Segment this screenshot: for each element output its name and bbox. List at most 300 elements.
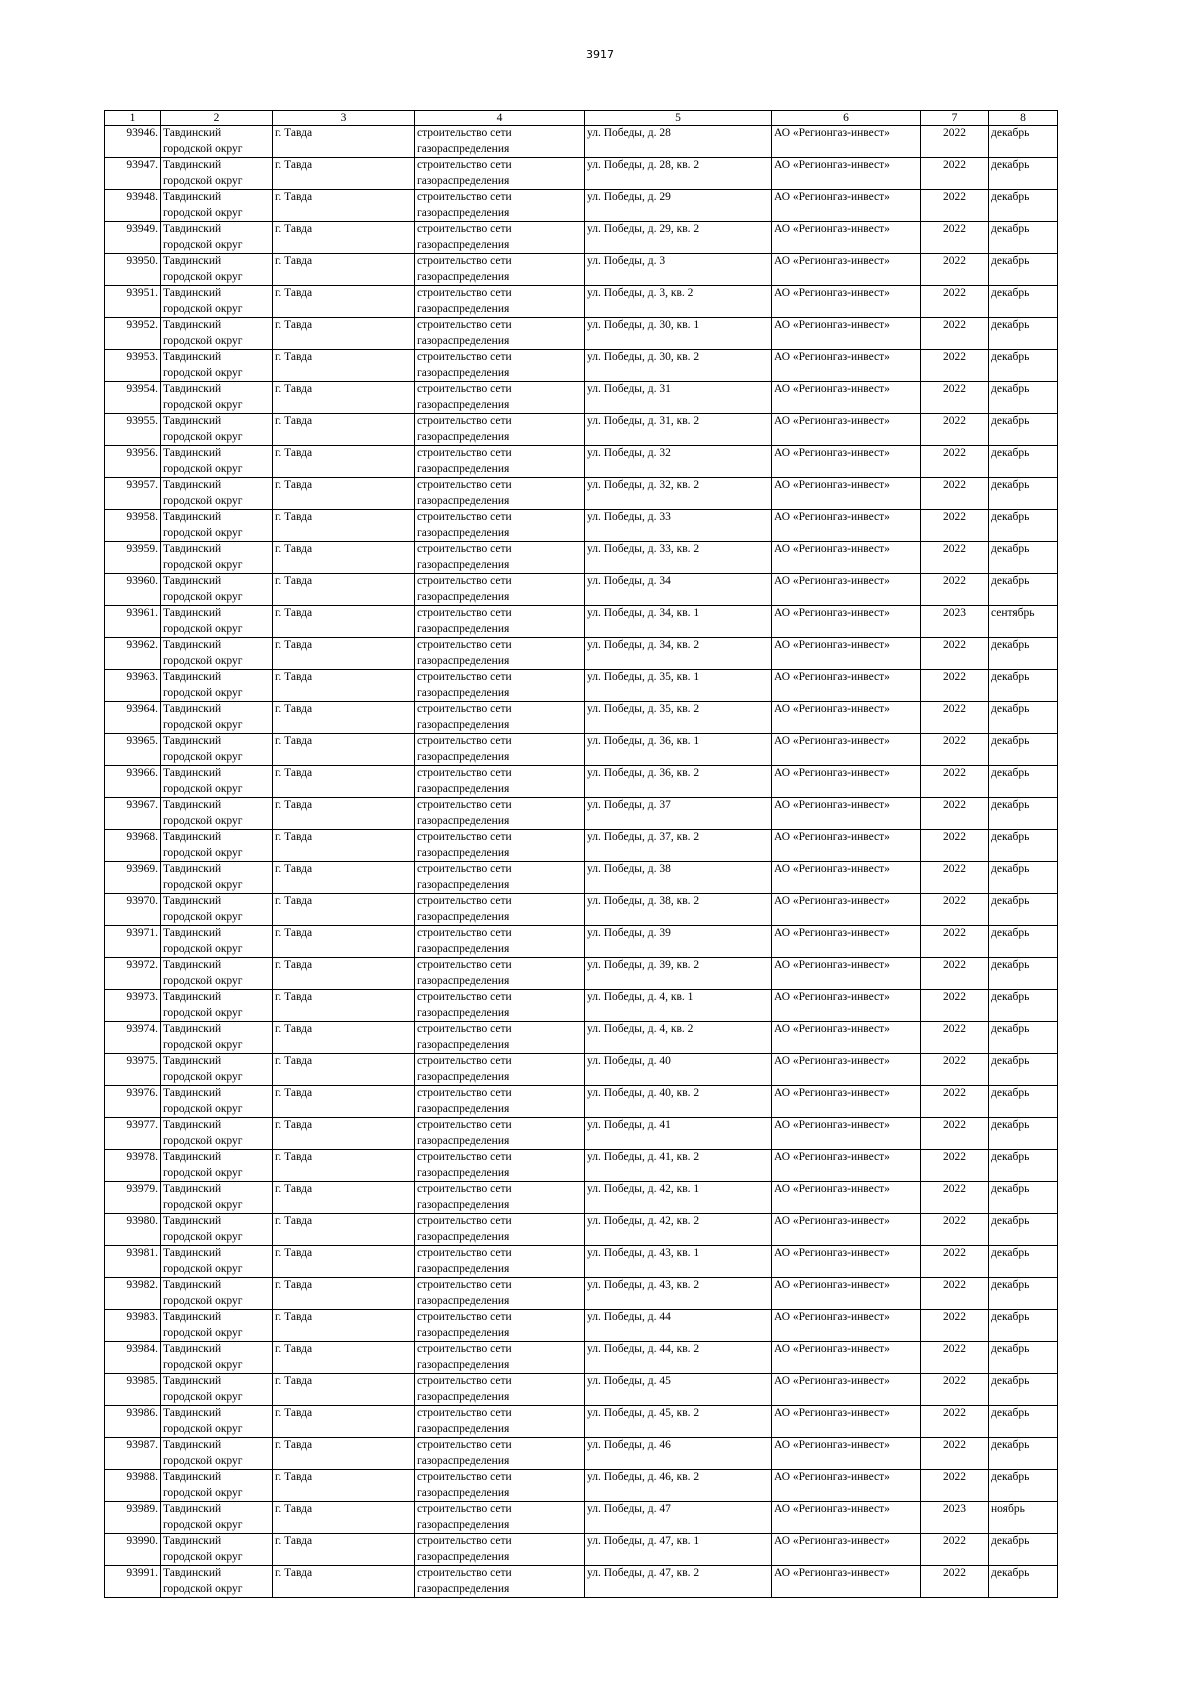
year-cell: 2022 [921,158,989,190]
row-number-cell: 93976. [105,1086,161,1118]
district-cell [161,414,273,446]
work-type-cell-line: газораспределения [417,1102,510,1115]
row-number-cell: 93960. [105,574,161,606]
city-cell: г. Тавда [273,350,415,382]
district-cell-line: Тавдинский [163,991,222,1003]
district-cell-line: Тавдинский [163,511,222,523]
row-number-cell: 93948. [105,190,161,222]
district-cell [161,222,273,254]
table-row [105,254,1058,286]
organization-cell: АО «Регионгаз-инвест» [772,446,921,478]
row-number-cell: 93962. [105,638,161,670]
row-number-cell: 93975. [105,1054,161,1086]
city-cell: г. Тавда [273,862,415,894]
work-type-cell [415,1310,585,1342]
table-row [105,126,1058,158]
district-cell-line: Тавдинский [163,415,222,427]
table-row [105,862,1058,894]
year-cell: 2022 [921,222,989,254]
year-cell: 2022 [921,1214,989,1246]
work-type-cell-line: строительство сети [417,735,512,747]
address-cell: ул. Победы, д. 28, кв. 2 [585,158,772,190]
table-row [105,958,1058,990]
organization-cell: АО «Регионгаз-инвест» [772,254,921,286]
month-cell: декабрь [989,286,1058,318]
work-type-cell-line: строительство сети [417,831,512,843]
district-cell [161,126,273,158]
district-cell-line: городской округ [163,910,243,923]
district-cell [161,542,273,574]
year-cell: 2022 [921,414,989,446]
city-cell: г. Тавда [273,254,415,286]
row-number-cell: 93987. [105,1438,161,1470]
district-cell-line: Тавдинский [163,159,222,171]
month-cell: декабрь [989,318,1058,350]
district-cell [161,606,273,638]
year-cell: 2022 [921,766,989,798]
district-cell-line: городской округ [163,1294,243,1307]
district-cell [161,1182,273,1214]
work-type-cell-line: строительство сети [417,383,512,395]
district-cell-line: городской округ [163,1422,243,1435]
work-type-cell-line: газораспределения [417,814,510,827]
address-cell: ул. Победы, д. 33, кв. 2 [585,542,772,574]
district-cell-line: Тавдинский [163,1343,222,1355]
district-cell [161,286,273,318]
district-cell-line: городской округ [163,430,243,443]
organization-cell: АО «Регионгаз-инвест» [772,670,921,702]
registry-table [104,110,1058,1598]
work-type-cell [415,1150,585,1182]
year-cell: 2022 [921,798,989,830]
city-cell: г. Тавда [273,1374,415,1406]
month-cell: декабрь [989,1406,1058,1438]
district-cell-line: городской округ [163,270,243,283]
table-row [105,1342,1058,1374]
work-type-cell-line: газораспределения [417,654,510,667]
address-cell: ул. Победы, д. 3, кв. 2 [585,286,772,318]
city-cell: г. Тавда [273,510,415,542]
city-cell: г. Тавда [273,798,415,830]
district-cell-line: Тавдинский [163,927,222,939]
organization-cell: АО «Регионгаз-инвест» [772,1534,921,1566]
month-cell: декабрь [989,1214,1058,1246]
district-cell-line: городской округ [163,174,243,187]
work-type-cell-line: газораспределения [417,1006,510,1019]
row-number-cell: 93970. [105,894,161,926]
year-cell: 2022 [921,734,989,766]
address-cell: ул. Победы, д. 45, кв. 2 [585,1406,772,1438]
table-row [105,702,1058,734]
work-type-cell-line: строительство сети [417,1407,512,1419]
organization-cell: АО «Регионгаз-инвест» [772,734,921,766]
city-cell: г. Тавда [273,1214,415,1246]
work-type-cell-line: газораспределения [417,494,510,507]
city-cell: г. Тавда [273,1502,415,1534]
month-cell: декабрь [989,926,1058,958]
work-type-cell-line: газораспределения [417,878,510,891]
organization-cell: АО «Регионгаз-инвест» [772,990,921,1022]
district-cell-line: Тавдинский [163,1503,222,1515]
year-cell: 2022 [921,190,989,222]
district-cell-line: городской округ [163,1102,243,1115]
address-cell: ул. Победы, д. 32, кв. 2 [585,478,772,510]
district-cell [161,1342,273,1374]
month-cell: ноябрь [989,1502,1058,1534]
organization-cell: АО «Регионгаз-инвест» [772,1054,921,1086]
district-cell-line: Тавдинский [163,1535,222,1547]
year-cell: 2022 [921,1118,989,1150]
work-type-cell-line: строительство сети [417,127,512,139]
work-type-cell [415,542,585,574]
district-cell [161,1406,273,1438]
work-type-cell-line: газораспределения [417,910,510,923]
district-cell-line: городской округ [163,750,243,763]
district-cell [161,1470,273,1502]
address-cell: ул. Победы, д. 29 [585,190,772,222]
work-type-cell-line: строительство сети [417,799,512,811]
address-cell: ул. Победы, д. 46 [585,1438,772,1470]
district-cell-line: городской округ [163,782,243,795]
table-row [105,1022,1058,1054]
work-type-cell [415,286,585,318]
address-cell: ул. Победы, д. 37, кв. 2 [585,830,772,862]
column-header: 5 [585,111,772,126]
address-cell: ул. Победы, д. 36, кв. 1 [585,734,772,766]
district-cell-line: Тавдинский [163,1407,222,1419]
month-cell: декабрь [989,158,1058,190]
city-cell: г. Тавда [273,414,415,446]
month-cell: декабрь [989,222,1058,254]
address-cell: ул. Победы, д. 47 [585,1502,772,1534]
city-cell: г. Тавда [273,638,415,670]
district-cell-line: городской округ [163,1230,243,1243]
address-cell: ул. Победы, д. 46, кв. 2 [585,1470,772,1502]
work-type-cell-line: строительство сети [417,351,512,363]
year-cell: 2022 [921,510,989,542]
work-type-cell [415,894,585,926]
city-cell: г. Тавда [273,126,415,158]
year-cell: 2022 [921,862,989,894]
month-cell: декабрь [989,574,1058,606]
address-cell: ул. Победы, д. 43, кв. 1 [585,1246,772,1278]
district-cell-line: Тавдинский [163,287,222,299]
address-cell: ул. Победы, д. 34 [585,574,772,606]
organization-cell: АО «Регионгаз-инвест» [772,1150,921,1182]
work-type-cell-line: строительство сети [417,895,512,907]
year-cell: 2022 [921,1086,989,1118]
row-number-cell: 93954. [105,382,161,414]
work-type-cell [415,414,585,446]
organization-cell: АО «Регионгаз-инвест» [772,158,921,190]
row-number-cell: 93981. [105,1246,161,1278]
work-type-cell-line: строительство сети [417,255,512,267]
address-cell: ул. Победы, д. 39, кв. 2 [585,958,772,990]
organization-cell: АО «Регионгаз-инвест» [772,1022,921,1054]
table-row [105,414,1058,446]
table-body [105,126,1058,1598]
row-number-cell: 93967. [105,798,161,830]
district-cell-line: Тавдинский [163,1311,222,1323]
address-cell: ул. Победы, д. 32 [585,446,772,478]
work-type-cell-line: строительство сети [417,959,512,971]
year-cell: 2022 [921,958,989,990]
organization-cell: АО «Регионгаз-инвест» [772,894,921,926]
work-type-cell [415,926,585,958]
work-type-cell-line: строительство сети [417,639,512,651]
work-type-cell [415,1118,585,1150]
district-cell [161,702,273,734]
district-cell-line: городской округ [163,462,243,475]
city-cell: г. Тавда [273,1470,415,1502]
organization-cell: АО «Регионгаз-инвест» [772,1342,921,1374]
address-cell: ул. Победы, д. 40 [585,1054,772,1086]
district-cell-line: Тавдинский [163,863,222,875]
work-type-cell-line: газораспределения [417,1230,510,1243]
work-type-cell [415,606,585,638]
year-cell: 2022 [921,254,989,286]
city-cell: г. Тавда [273,286,415,318]
organization-cell: АО «Регионгаз-инвест» [772,1246,921,1278]
city-cell: г. Тавда [273,926,415,958]
month-cell: декабрь [989,1470,1058,1502]
district-cell-line: Тавдинский [163,1471,222,1483]
district-cell [161,734,273,766]
table-row [105,766,1058,798]
address-cell: ул. Победы, д. 47, кв. 2 [585,1566,772,1598]
address-cell: ул. Победы, д. 3 [585,254,772,286]
city-cell: г. Тавда [273,542,415,574]
year-cell: 2022 [921,1022,989,1054]
table-row [105,1310,1058,1342]
month-cell: декабрь [989,862,1058,894]
table-row [105,1502,1058,1534]
work-type-cell-line: газораспределения [417,1198,510,1211]
month-cell: декабрь [989,382,1058,414]
column-header: 3 [273,111,415,126]
month-cell: декабрь [989,894,1058,926]
row-number-cell: 93949. [105,222,161,254]
row-number-cell: 93985. [105,1374,161,1406]
year-cell: 2022 [921,318,989,350]
work-type-cell-line: газораспределения [417,558,510,571]
address-cell: ул. Победы, д. 34, кв. 1 [585,606,772,638]
table-row [105,1054,1058,1086]
district-cell-line: городской округ [163,398,243,411]
year-cell: 2022 [921,894,989,926]
district-cell [161,478,273,510]
column-header: 7 [921,111,989,126]
organization-cell: АО «Регионгаз-инвест» [772,510,921,542]
row-number-cell: 93963. [105,670,161,702]
organization-cell: АО «Регионгаз-инвест» [772,190,921,222]
year-cell: 2022 [921,350,989,382]
work-type-cell [415,318,585,350]
work-type-cell-line: газораспределения [417,1582,510,1595]
year-cell: 2023 [921,1502,989,1534]
table-row [105,222,1058,254]
organization-cell: АО «Регионгаз-инвест» [772,1214,921,1246]
row-number-cell: 93986. [105,1406,161,1438]
address-cell: ул. Победы, д. 35, кв. 1 [585,670,772,702]
table-row [105,446,1058,478]
district-cell-line: городской округ [163,974,243,987]
work-type-cell-line: строительство сети [417,1119,512,1131]
city-cell: г. Тавда [273,190,415,222]
table-row [105,1278,1058,1310]
table-row [105,382,1058,414]
month-cell: декабрь [989,1182,1058,1214]
month-cell: декабрь [989,702,1058,734]
organization-cell: АО «Регионгаз-инвест» [772,606,921,638]
month-cell: декабрь [989,478,1058,510]
district-cell-line: Тавдинский [163,1119,222,1131]
district-cell [161,190,273,222]
month-cell: декабрь [989,958,1058,990]
month-cell: декабрь [989,638,1058,670]
year-cell: 2022 [921,670,989,702]
district-cell-line: Тавдинский [163,895,222,907]
row-number-cell: 93957. [105,478,161,510]
work-type-cell [415,830,585,862]
district-cell-line: городской округ [163,1518,243,1531]
work-type-cell-line: газораспределения [417,270,510,283]
month-cell: декабрь [989,1534,1058,1566]
month-cell: декабрь [989,1054,1058,1086]
month-cell: декабрь [989,1246,1058,1278]
organization-cell: АО «Регионгаз-инвест» [772,1374,921,1406]
work-type-cell [415,478,585,510]
year-cell: 2022 [921,126,989,158]
row-number-cell: 93988. [105,1470,161,1502]
table-row [105,478,1058,510]
table-row [105,286,1058,318]
work-type-cell [415,510,585,542]
work-type-cell-line: строительство сети [417,479,512,491]
work-type-cell [415,702,585,734]
address-cell: ул. Победы, д. 47, кв. 1 [585,1534,772,1566]
work-type-cell-line: газораспределения [417,622,510,635]
work-type-cell-line: строительство сети [417,415,512,427]
row-number-cell: 93991. [105,1566,161,1598]
district-cell-line: городской округ [163,334,243,347]
district-cell-line: городской округ [163,814,243,827]
address-cell: ул. Победы, д. 45 [585,1374,772,1406]
organization-cell: АО «Регионгаз-инвест» [772,126,921,158]
work-type-cell-line: строительство сети [417,319,512,331]
table-row [105,670,1058,702]
year-cell: 2022 [921,926,989,958]
city-cell: г. Тавда [273,1438,415,1470]
year-cell: 2022 [921,1374,989,1406]
work-type-cell-line: строительство сети [417,1023,512,1035]
work-type-cell [415,1214,585,1246]
district-cell [161,1438,273,1470]
district-cell [161,574,273,606]
month-cell: декабрь [989,1438,1058,1470]
work-type-cell-line: газораспределения [417,974,510,987]
organization-cell: АО «Регионгаз-инвест» [772,958,921,990]
organization-cell: АО «Регионгаз-инвест» [772,1310,921,1342]
district-cell-line: городской округ [163,1038,243,1051]
district-cell [161,1534,273,1566]
work-type-cell-line: строительство сети [417,1087,512,1099]
district-cell-line: Тавдинский [163,319,222,331]
district-cell-line: Тавдинский [163,1375,222,1387]
row-number-cell: 93979. [105,1182,161,1214]
organization-cell: АО «Регионгаз-инвест» [772,862,921,894]
year-cell: 2022 [921,542,989,574]
district-cell-line: городской округ [163,558,243,571]
table-row [105,894,1058,926]
district-cell-line: Тавдинский [163,383,222,395]
address-cell: ул. Победы, д. 44 [585,1310,772,1342]
work-type-cell-line: строительство сети [417,223,512,235]
work-type-cell-line: строительство сети [417,1183,512,1195]
month-cell: сентябрь [989,606,1058,638]
work-type-cell [415,254,585,286]
organization-cell: АО «Регионгаз-инвест» [772,1470,921,1502]
row-number-cell: 93982. [105,1278,161,1310]
city-cell: г. Тавда [273,894,415,926]
table-row [105,638,1058,670]
work-type-cell [415,798,585,830]
work-type-cell [415,126,585,158]
year-cell: 2023 [921,606,989,638]
work-type-cell-line: строительство сети [417,1215,512,1227]
row-number-cell: 93989. [105,1502,161,1534]
table-row [105,1150,1058,1182]
city-cell: г. Тавда [273,478,415,510]
table-row [105,1374,1058,1406]
district-cell-line: городской округ [163,590,243,603]
organization-cell: АО «Регионгаз-инвест» [772,1406,921,1438]
city-cell: г. Тавда [273,606,415,638]
work-type-cell [415,1086,585,1118]
district-cell-line: Тавдинский [163,1087,222,1099]
work-type-cell-line: газораспределения [417,1390,510,1403]
work-type-cell-line: газораспределения [417,718,510,731]
district-cell [161,638,273,670]
row-number-cell: 93965. [105,734,161,766]
organization-cell: АО «Регионгаз-инвест» [772,350,921,382]
month-cell: декабрь [989,990,1058,1022]
work-type-cell-line: газораспределения [417,1070,510,1083]
table-row [105,350,1058,382]
row-number-cell: 93955. [105,414,161,446]
district-cell [161,1118,273,1150]
table-row [105,1438,1058,1470]
district-cell [161,1278,273,1310]
work-type-cell-line: газораспределения [417,1550,510,1563]
organization-cell: АО «Регионгаз-инвест» [772,830,921,862]
row-number-cell: 93966. [105,766,161,798]
work-type-cell-line: газораспределения [417,750,510,763]
work-type-cell [415,766,585,798]
district-cell-line: Тавдинский [163,767,222,779]
district-cell [161,830,273,862]
row-number-cell: 93952. [105,318,161,350]
district-cell-line: городской округ [163,654,243,667]
address-cell: ул. Победы, д. 4, кв. 2 [585,1022,772,1054]
year-cell: 2022 [921,1182,989,1214]
table-row [105,1086,1058,1118]
work-type-cell-line: строительство сети [417,767,512,779]
district-cell-line: городской округ [163,1390,243,1403]
district-cell-line: Тавдинский [163,1183,222,1195]
work-type-cell-line: строительство сети [417,159,512,171]
work-type-cell-line: строительство сети [417,1503,512,1515]
